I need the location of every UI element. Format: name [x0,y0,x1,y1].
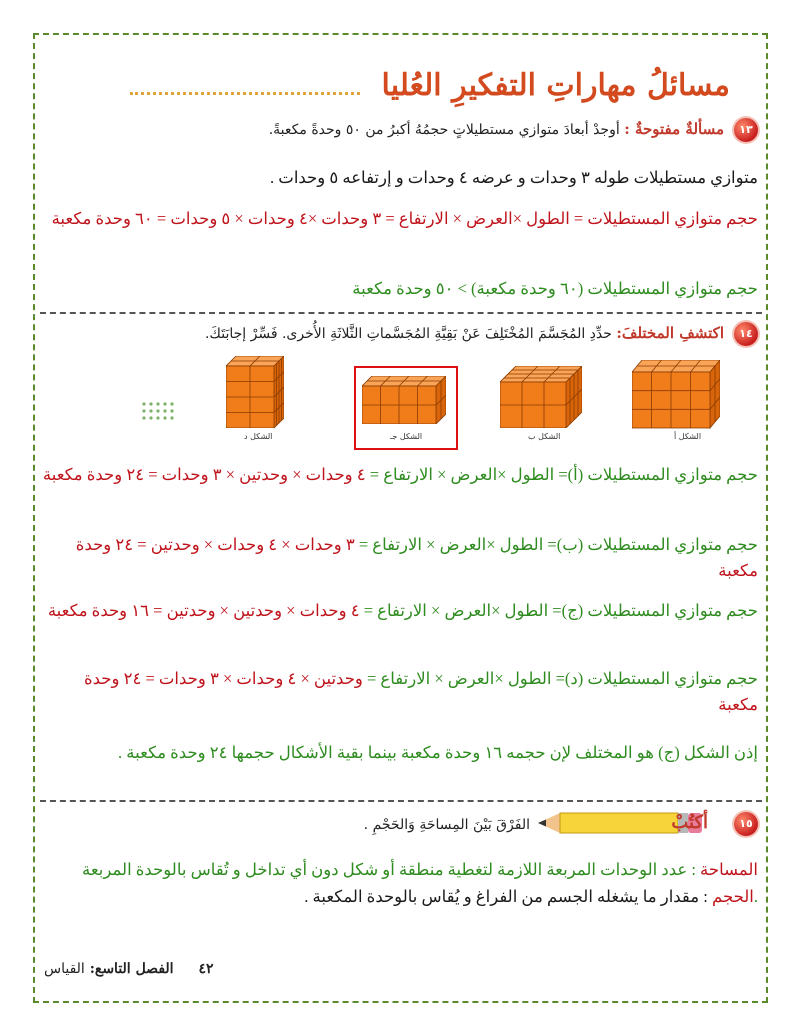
figure-d-label: الشكل د [244,432,273,441]
q14-answer-d-result: وحدتين × ٤ وحدات × ٣ وحدات = ٢٤ وحدة مكعبة [83,669,758,714]
section-divider [40,312,762,314]
q15-area-term: المساحة [700,860,758,879]
chapter-label: الفصل التاسع: [89,961,174,977]
figure-a [632,360,720,430]
figure-d [226,356,284,428]
figure-c [362,376,446,424]
q13-answer-line-3: حجم متوازي المستطيلات (٦٠ وحدة مكعبة) > ٥٠ وحدة مكعبة [352,279,758,298]
cube-block-b [500,366,582,428]
chapter-topic: القياس [44,961,85,977]
q13-answer-line-2: حجم متوازي المستطيلات = الطول ×العرض × الارتفاع = ٣ وحدات ×٤ وحدات × ٥ وحدات = ٦٠ وحدة مكعبة [51,209,758,228]
figure-c-label: الشكل جـ [390,432,423,441]
section-title [382,68,730,103]
q15-area-definition: : عدد الوحدات المربعة اللازمة لتغطية منطقة أو شكل دون أي تداخل و تُقاس بالوحدة المربعة . [82,860,758,906]
q14-answer-a-formula: حجم متوازي المستطيلات (أ)= الطول ×العرض × الارتفاع = [365,465,758,484]
q14-answer-a [42,462,758,488]
cube-block-d [226,356,284,428]
question-15-label: أكتُبْ [671,812,708,833]
q14-conclusion: إذن الشكل (ج) هو المختلف لإن حجمه ١٦ وحدة مكعبة بينما بقية الأشكال حجمها ٢٤ وحدة مكعبة . [118,743,758,762]
section-title-prefix: مسائلُ [646,68,730,103]
question-number-13: ١٣ [734,118,758,142]
figure-b [500,366,582,428]
title-dots-divider [130,92,360,95]
q14-answer-c-result: ٤ وحدات × وحدتين × وحدتين = ١٦ وحدة مكعبة [47,601,360,620]
q15-volume-definition: : مقدار ما يشغله الجسم من الفراغ و يُقاس بالوحدة المكعبة . [304,887,712,906]
cube-block-a [632,360,720,430]
q14-answer-b-formula: حجم متوازي المستطيلات (ب)= الطول ×العرض × الارتفاع = [354,535,758,554]
q14-answer-b [42,532,758,584]
dot-grid-decoration [140,400,178,426]
question-13-label: مسألةٌ مفتوحةٌ : [624,120,724,138]
q15-volume-term: الحجم [711,887,754,906]
question-13-prompt [269,120,724,138]
section-header [110,68,730,116]
q14-answer-d [42,666,758,718]
figure-a-label: الشكل أ [674,432,702,441]
section-divider [40,800,762,802]
question-14-prompt [205,324,724,342]
question-14-label: اكتشفِ المختلفَ: [616,324,724,342]
q14-answer-d-formula: حجم متوازي المستطيلات (د)= الطول ×العرض × الارتفاع = [362,669,758,688]
page-number: ٤٢ [198,961,214,977]
q15-answer [42,856,758,910]
q14-answer-c-formula: حجم متوازي المستطيلات (ج)= الطول ×العرض × الارتفاع = [359,601,758,620]
q14-answer-a-result: ٤ وحدات × وحدتين × ٣ وحدات = ٢٤ وحدة مكعبة [42,465,366,484]
question-15-label-wrap [671,812,708,833]
question-14-text: حدِّدِ المُجَسَّمَ المُخْتَلِفَ عَنْ بَقِيَّةِ المُجَسَّماتِ الثَّلاثَةِ الأُخرى. فَسِّرْ إجابَتَكَ. [204,326,612,342]
q14-answer-b-result: ٣ وحدات × ٤ وحدات × وحدتين = ٢٤ وحدة مكعبة [75,535,758,580]
page-footer [44,961,213,977]
section-title-main: مهاراتِ التفكيرِ العُليا [381,68,637,103]
question-13-text: أوجدْ أبعادَ متوازي مستطيلاتٍ حجمُهُ أكبرُ من ٥٠ وحدةً مكعبةً. [268,122,620,138]
cube-block-c [362,376,446,424]
question-15-text: الفَرْقَ بَيْنَ المِساحَةِ وَالحَجْمِ . [363,817,530,833]
q14-answer-c [42,598,758,624]
figure-b-label: الشكل ب [528,432,561,441]
question-number-15: ١٥ [734,812,758,836]
q13-answer-line-1: متوازي مستطيلات طوله ٣ وحدات و عرضه ٤ وحدات و إرتفاعه ٥ وحدات . [270,168,758,187]
question-number-14: ١٤ [734,322,758,346]
